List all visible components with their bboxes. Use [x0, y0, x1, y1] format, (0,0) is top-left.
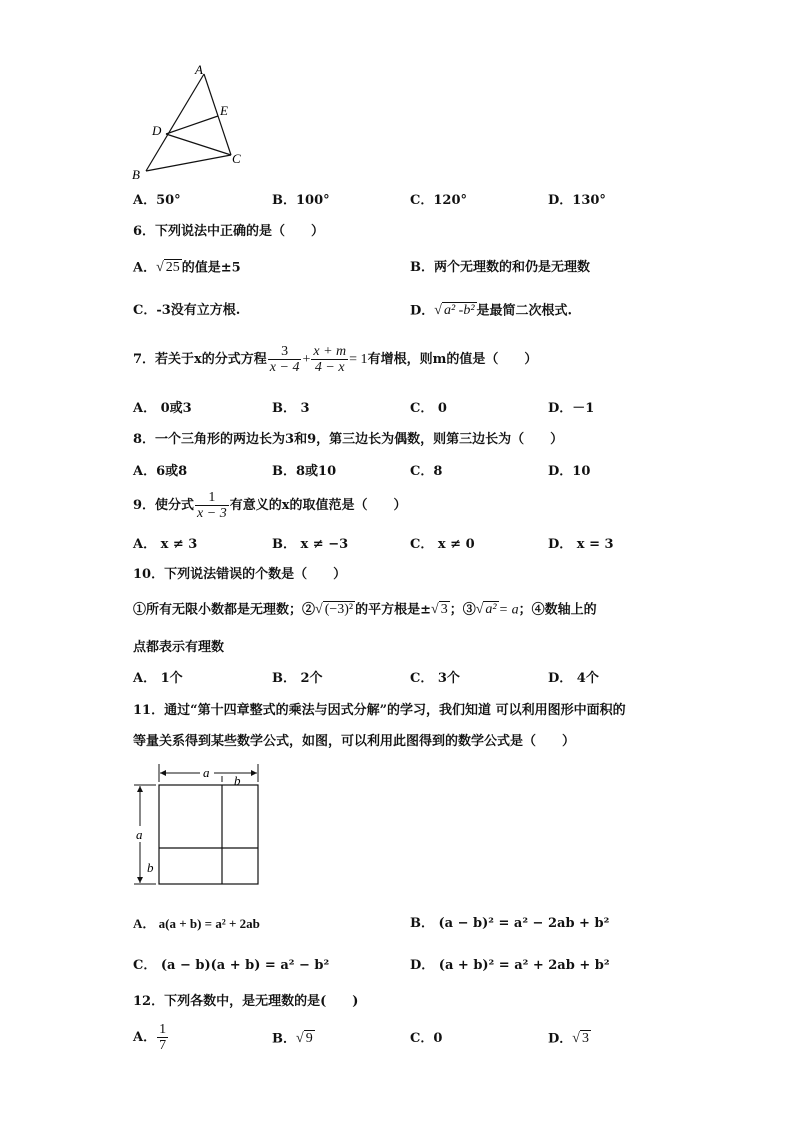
fig-label-a-top: a: [203, 765, 210, 780]
q8-stem: 8．一个三角形的两边长为3和9，第三边长为偶数，则第三边长为（ ）: [133, 432, 564, 447]
fig-label-b-left: b: [147, 860, 154, 875]
sqrt-9: √ 9: [296, 1031, 313, 1046]
q10-line1-mid: 的平方根是±: [355, 602, 432, 618]
q12-option-a[interactable]: [133, 1022, 169, 1053]
q11-option-c-text: C． (a − b)(a + b) = a² − b²: [133, 958, 330, 973]
q11-option-d-text: D． (a + b)² = a² + 2ab + b²: [410, 958, 610, 973]
q11-option-d[interactable]: [410, 958, 610, 974]
q12-d-label: D．: [548, 1031, 573, 1047]
q10-radicand-1: (−3)²: [324, 602, 354, 617]
label-A: A: [195, 62, 203, 77]
label-B: B: [132, 167, 140, 182]
q8-option-a[interactable]: A．6或8: [133, 464, 188, 479]
q8-option-c[interactable]: C．8: [410, 464, 443, 479]
q10-line1-post: ；④数轴上的: [518, 602, 597, 618]
q7-f2-numerator: x + m: [313, 344, 347, 359]
q11-option-b-text: B． (a − b)² = a² − 2ab + b²: [410, 916, 610, 931]
label-E: E: [220, 103, 228, 118]
sqrt-a-squared: √ a²: [475, 602, 497, 617]
q7-option-b[interactable]: B． 3: [272, 401, 310, 416]
q9-numerator: 1: [195, 490, 229, 506]
q12-option-c[interactable]: C．0: [410, 1031, 443, 1046]
label-D: D: [152, 123, 162, 138]
q6-option-d[interactable]: [410, 303, 572, 320]
q11-option-a[interactable]: [133, 916, 260, 933]
q6-a-label: A．: [133, 260, 157, 276]
q12-option-d[interactable]: [548, 1031, 591, 1048]
q5-option-b[interactable]: B．100°: [272, 193, 330, 208]
q7-f1-numerator: 3: [268, 344, 302, 360]
q11-option-b[interactable]: [410, 916, 609, 932]
q12-a-numerator: 1: [159, 1022, 167, 1037]
q7-fraction-2: [311, 344, 348, 375]
q10-option-d[interactable]: D． 4个: [548, 671, 599, 686]
q8-option-d[interactable]: D．10: [548, 464, 591, 479]
q9-option-c[interactable]: C． x ≠ 0: [410, 537, 475, 552]
q7-option-a[interactable]: A． 0或3: [133, 401, 192, 416]
q10-line1-mid2: ；③: [449, 602, 476, 618]
q7-option-d[interactable]: D．－1: [548, 401, 595, 416]
q12-a-fraction: [157, 1022, 168, 1053]
q6-stem: 6．下列说法中正确的是（ ）: [133, 224, 325, 239]
q12-option-b[interactable]: [272, 1031, 315, 1048]
q10-radicand-2: 3: [440, 602, 448, 617]
q7-fraction-1: [268, 344, 302, 375]
q9-stem-post: 有意义的x的取值范是（ ）: [229, 498, 407, 513]
q6-option-b[interactable]: B．两个无理数的和仍是无理数: [410, 260, 590, 275]
triangle-figure: [128, 60, 248, 184]
q6-d-radicand: a² -b²: [443, 303, 475, 318]
q8-option-b[interactable]: B．8或10: [272, 464, 337, 479]
q9-option-a[interactable]: A． x ≠ 3: [133, 537, 198, 552]
q10-line-1: [133, 602, 597, 619]
q7-option-c[interactable]: C． 0: [410, 401, 447, 416]
q11-stem-line-2: 等量关系得到某些数学公式，如图，可以利用此图得到的数学公式是（ ）: [133, 734, 576, 749]
q7-stem: 7．若关于x的分式方程 $\frac{3}{x - 4}$ + $\frac{x + m}{4 - x}$ = 1有增根，则m的值是（ ）: [133, 344, 538, 375]
q7-stem-post: 有增根，则m的值是（ ）: [367, 352, 538, 367]
q12-stem: 12．下列各数中，是无理数的是( ): [133, 994, 359, 1009]
q9-denominator: x − 3: [197, 506, 227, 521]
q12-a-label: A．: [133, 1030, 157, 1045]
q7-f1-denominator: x − 4: [269, 360, 300, 375]
q9-fraction: [195, 490, 229, 521]
q12-d-radicand: 3: [581, 1031, 589, 1046]
q10-line1-pre: ①所有无限小数都是无理数；②: [133, 602, 316, 618]
q10-option-b[interactable]: B． 2个: [272, 671, 323, 686]
q7-f2-denominator: 4 − x: [314, 360, 345, 375]
q6-option-a[interactable]: [133, 260, 241, 277]
q11-stem-line-1: 11．通过“第十四章整式的乘法与因式分解”的学习，我们知道 可以利用图形中面积的: [133, 703, 626, 718]
q11-option-a-text: A． a(a + b) = a² + 2ab: [133, 916, 260, 931]
q9-stem: [133, 490, 406, 521]
fig-label-a-left: a: [136, 827, 143, 842]
q10-line-2: 点都表示有理数: [133, 640, 225, 655]
square-area-figure: [130, 762, 270, 890]
q7-eq: = 1: [349, 352, 368, 367]
sqrt-3: √ 3: [431, 602, 448, 617]
q11-option-c[interactable]: [133, 958, 329, 974]
q5-option-d[interactable]: D．130°: [548, 193, 606, 208]
sqrt-3-q12: √ 3: [572, 1031, 589, 1046]
label-C: C: [232, 151, 241, 166]
fig-label-b-top: b: [234, 773, 241, 788]
q10-option-a[interactable]: A． 1个: [133, 671, 183, 686]
q6-d-label: D．: [410, 303, 435, 319]
sqrt-25: √ 25: [156, 260, 180, 275]
q12-a-denominator: 7: [159, 1038, 167, 1053]
q7-stem-pre: 7．若关于x的分式方程: [133, 352, 267, 367]
q9-option-b[interactable]: B． x ≠ −3: [272, 537, 349, 552]
q10-stem: 10．下列说法错误的个数是（ ）: [133, 567, 347, 582]
q6-a-radicand: 25: [165, 260, 180, 275]
sqrt-a2-b2: √ a² -b²: [434, 303, 475, 318]
q10-option-c[interactable]: C． 3个: [410, 671, 460, 686]
q6-d-text: 是最简二次根式.: [476, 303, 573, 319]
q6-option-c[interactable]: C．-3没有立方根.: [133, 303, 241, 318]
q10-radicand-3: a²: [485, 602, 497, 617]
sqrt-neg3-squared: √ (−3)²: [315, 602, 354, 617]
q10-eq-a: = a: [498, 602, 519, 618]
q12-b-label: B．: [272, 1031, 296, 1047]
q6-a-text: 的值是±5: [181, 260, 241, 276]
q12-b-radicand: 9: [305, 1031, 313, 1046]
q9-option-d[interactable]: D． x = 3: [548, 537, 614, 552]
q5-option-c[interactable]: C．120°: [410, 193, 467, 208]
q5-option-a[interactable]: A．50°: [133, 193, 181, 208]
q9-stem-pre: 9．使分式: [133, 498, 195, 513]
